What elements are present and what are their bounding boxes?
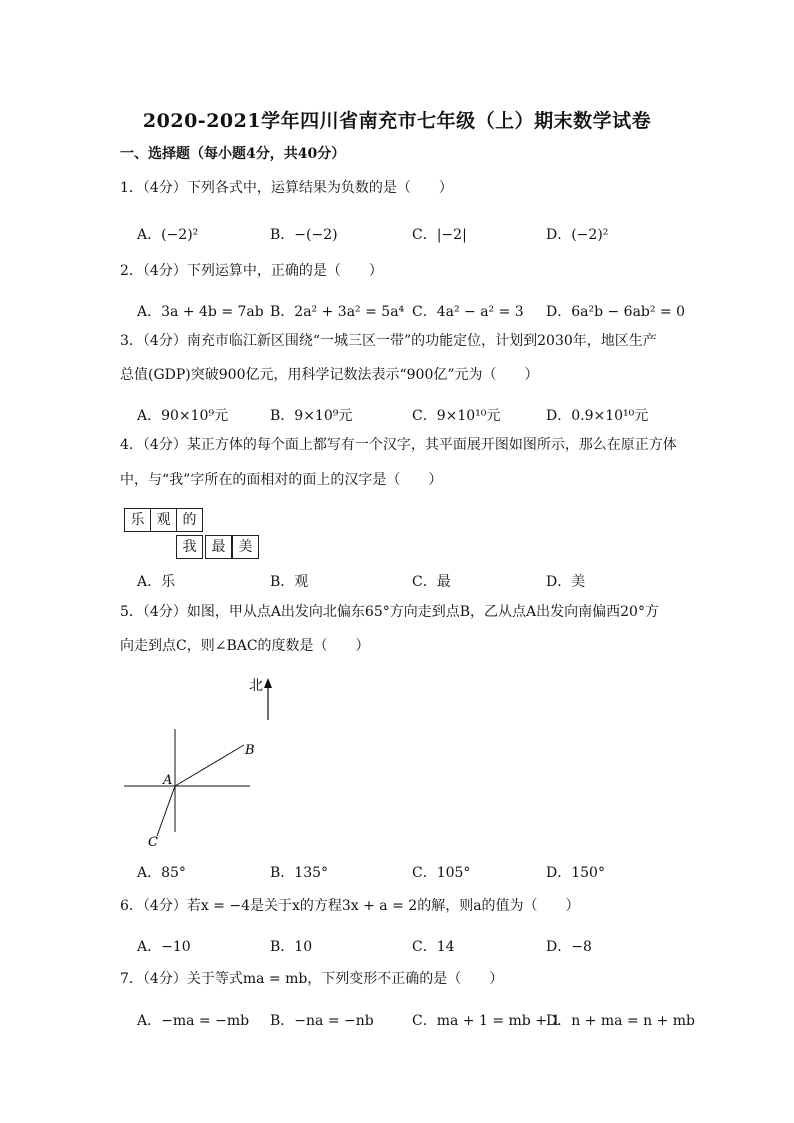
option-d: D．0.9×10¹⁰元 [546,408,649,424]
net-cell: 美 [232,535,259,559]
option-c: C．|−2| [412,227,467,243]
page-title: 2020-2021学年四川省南充市七年级（上）期末数学试卷 [142,110,652,132]
question-1-options [137,224,697,244]
question-4-stem-line2: 中，与“我”字所在的面相对的面上的汉字是（ ） [120,472,443,488]
section-heading: 一、选择题（每小题4分，共40分） [120,146,346,162]
net-cell: 最 [205,535,232,559]
point-b-label: B [245,743,255,758]
question-6-stem: 6．（4分）若x = −4是关于x的方程3x + a = 2的解，则a的值为（ ） [120,898,580,914]
option-a: A．乐 [137,574,176,590]
question-5-options [137,862,697,882]
option-a: A．−ma = −mb [137,1013,250,1029]
option-b: B．观 [270,574,309,590]
question-6-options [137,936,697,956]
option-c: C．最 [412,574,451,590]
question-5-stem-line2: 向走到点C，则∠BAC的度数是（ ） [120,638,370,654]
north-label: 北 [249,678,263,694]
question-4-options [137,571,697,591]
question-4-stem-line1: 4．（4分）某正方体的每个面上都写有一个汉字，其平面展开图如图所示，那么在原正方体 [120,437,677,453]
net-cell: 的 [176,508,203,532]
option-b: B．10 [270,939,313,955]
option-d: D．−8 [546,939,592,955]
question-1-stem: 1．（4分）下列各式中，运算结果为负数的是（ ） [120,180,453,196]
question-3-options [137,405,697,425]
option-b: B．−(−2) [270,227,338,243]
option-c: C．4a² − a² = 3 [412,304,524,320]
question-3-stem-line1: 3．（4分）南充市临江新区围绕“一城三区一带”的功能定位，计划到2030年，地区生产 [120,333,657,349]
option-b: B．−na = −nb [270,1013,374,1029]
option-a: A．−10 [137,939,191,955]
question-7-stem: 7．（4分）关于等式ma = mb，下列变形不正确的是（ ） [120,971,504,987]
option-d: D．美 [546,574,586,590]
option-d: D．150° [546,865,605,881]
option-c: C．14 [412,939,455,955]
option-b: B．2a² + 3a² = 5a⁴ [270,304,405,320]
option-a: A．85° [137,865,186,881]
option-a: A．(−2)² [137,227,199,243]
question-3-stem-line2: 总值(GDP)突破900亿元，用科学记数法表示“900亿”元为（ ） [120,367,539,383]
option-c: C．9×10¹⁰元 [412,408,501,424]
ray-ab [175,745,244,786]
option-b: B．9×10⁹元 [270,408,353,424]
question-5-stem-line1: 5．（4分）如图，甲从点A出发向北偏东65°方向走到点B，乙从点A出发向南偏西20°方 [120,604,659,620]
ray-ac [157,786,175,836]
point-c-label: C [148,835,158,850]
question-2-options [137,301,697,321]
option-d: D．6a²b − 6ab² = 0 [546,304,686,320]
question-7-options [137,1010,697,1030]
option-b: B．135° [270,865,329,881]
net-cell: 观 [150,508,177,532]
option-d: D．(−2)² [546,227,609,243]
option-c: C．ma + 1 = mb + 1 [412,1013,561,1029]
option-a: A．3a + 4b = 7ab [137,304,264,320]
net-cell: 乐 [124,508,151,532]
option-a: A．90×10⁹元 [137,408,229,424]
direction-diagram [120,672,290,852]
option-d: D．n + ma = n + mb [546,1013,696,1029]
point-a-label: A [163,773,173,788]
direction-figure [120,672,290,852]
net-cell: 我 [176,535,203,559]
north-arrow-icon [264,678,272,688]
option-c: C．105° [412,865,471,881]
question-2-stem: 2．（4分）下列运算中，正确的是（ ） [120,263,383,279]
